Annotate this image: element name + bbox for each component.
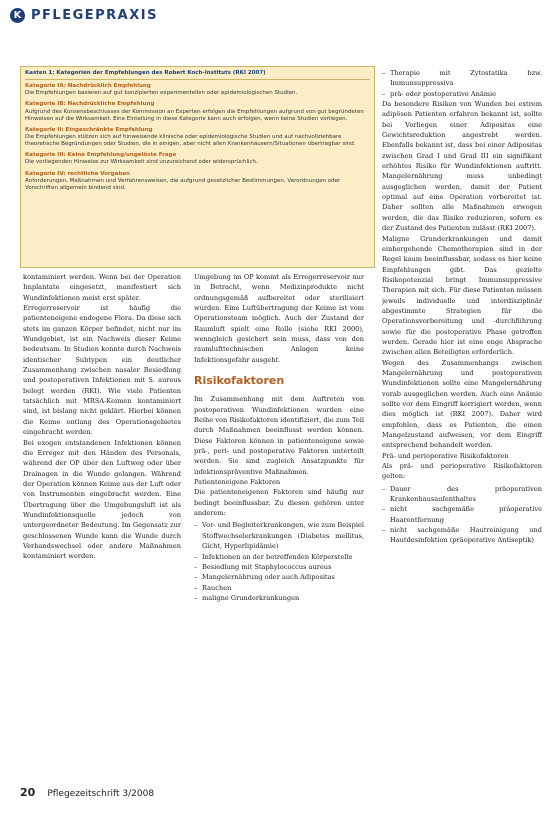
list-item: – Vor- und Begleiterkrankungen, wie zum Beispiel Stoffwechselerkrankungen (Diabetes mellitus, Gicht, Hyperlipidämie)	[194, 520, 364, 551]
paragraph: Maligne Grunderkrankungen und damit einhergehende Chemotherapien sind in der Regel kaum beeinflussbar, sodass es hier keine Empfehlungen gibt. Das gezielte Risikopotenzial bringt Immunsuppressive Therapien mit sich. Für diese Patienten müssen jeweils individuelle und interdisziplinär abgestimmte Strategien für die Operationsvorbereitung und -durchführung sowie für die postoperative Phase getroffen werden. Gerade hier ist eine enge Absprache zwischen allen Beteiligten erforderlich.	[382, 234, 542, 357]
subheading: Prä- und perioperative Risikofaktoren	[382, 451, 509, 460]
journal-logo-icon: K	[10, 8, 25, 23]
list-item: – prä- oder postoperative Anämie	[382, 89, 542, 99]
page-header	[10, 4, 158, 26]
list-item: – Rauchen	[194, 583, 364, 593]
category-text: Anforderungen, Maßnahmen und Verfahrensweisen, die aufgrund gesetzlicher Bestimmungen, Verordnungen oder Vorschriften allgemein bindend sind.	[25, 177, 341, 191]
paragraph: Da besondere Risiken von Wunden bei extrem adipösen Patienten erfahren bekannt ist, sollte bei Vorliegen einer Adipositas eine Gewichtsreduktion angestrebt werden. Ebenfalls bekannt ist, dass bei einer Adipositas zwischen Grad I und Grad III ein signifikant erhöhtes Risiko für Wundinfektionen auftritt. Mangelernährung muss unbedingt ausgeglichen werden, damit der Patient optimal auf eine Operation vorbereitet ist. Daher sollten alle Maßnahmen erwogen werden, die das Risiko reduzieren, sofern es der Zustand des Patienten zulässt (RKI 2007).	[382, 100, 542, 233]
category-text: Die vorliegenden Hinweise zur Wirksamkeit sind unzureichend oder widersprüchlich.	[25, 159, 258, 166]
list-item: – Mangelernährung oder auch Adipositas	[194, 572, 364, 582]
category-item	[25, 101, 370, 122]
list-item: – nicht sachgemäße Hautreinigung und Hautdesinfektion (präoperative Antiseptik)	[382, 525, 542, 546]
info-box	[20, 66, 375, 268]
paragraph: Erregerreservoir ist häufig die patienteneigene endogene Flora. Da diese sich stets im ganzen Körper befindet, nicht nur im Wundgebiet, ist ein Nachweis dieser Keime bedeutsam. In Studien konnte durch Nachweis identischer Subtypen ein deutlicher Zusammenhang zwischen nasaler Besiedlung und postoperativen Infektionen mit S. aureus belegt werden (RKI). Wie viele Patienten tatsächlich mit MRSA-Keimen kontaminiert sind, ist bislang nicht geklärt. Hierbei können die Keime entlang des Operationsgebietes eingebracht werden.	[23, 304, 181, 437]
category-heading: Kategorie IB: Nachdrückliche Empfehlung	[25, 101, 155, 108]
page-footer	[20, 786, 154, 799]
page-number: 20	[20, 786, 36, 799]
paragraph: Als prä- und perioperative Risikofaktoren gelten:	[382, 462, 542, 481]
list-item: – Dauer des präoperativen Krankenhausaufenthaltes	[382, 484, 542, 505]
category-item	[25, 127, 370, 148]
category-item	[25, 83, 370, 97]
list-item: – Besiedlung mit Staphylococcus aureus	[194, 562, 364, 572]
list-item: – maligne Grunderkrankungen	[194, 593, 364, 603]
list-item: – Infektionen an der betreffenden Körperstelle	[194, 552, 364, 562]
category-item	[25, 171, 370, 192]
risk-heading: Risikofaktoren	[194, 374, 285, 388]
risk-factor-list	[194, 520, 364, 603]
category-heading: Kategorie IA: Nachdrücklich Empfehlung	[25, 83, 151, 90]
section-title: PFLEGEPRAXIS	[31, 7, 158, 23]
category-text: Aufgrund des Konsensbeschlusses der Kommission an Experten erfolgen die Empfehlungen aufgrund von gut begründeten Hinweisen auf die Wirksamkeit. Eine Einteilung in diese Kategorie kann auch erfolgen, wenn keine Studien vorliegen.	[25, 108, 364, 122]
paragraph: Umgebung im OP kommt als Erregerreservoir nur in Betracht, wenn Medizinprodukte nicht ordnungsgemäß aufbereitet oder sterilisiert wurden. Eine Luftübertragung der Keime ist vom Operationsteam möglich. Auch der Zustand der Raumluft spielt eine Rolle (siehe RKI 2000), wenngleich gesichert sein muss, dass von den raumlufttechnischen Anlagen keine Infektionsgefahr ausgeht.	[194, 273, 364, 364]
paragraph: Wegen des Zusammenhangs zwischen Mangelernährung und postoperativen Wundinfektionen sollte eine Mangelernährung vorab ausgeglichen werden. Auch eine Anämie sollte vor dem Eingriff korrigiert werden, wenn dies möglich ist (RKI 2007). Daher wird empfohlen, dass es Patienten, die einen Mangelzustand aufweisen, vor dem Eingriff entsprechend behandelt werden.	[382, 358, 542, 450]
info-box-title: Kasten 1: Kategorien der Empfehlungen des Robert Koch-Instituts (RKI 2007)	[25, 70, 370, 80]
category-text: Die Empfehlungen stützen sich auf hinweisende klinische oder epidemiologische Studien und auf nachvollziehbare theoretische Begründungen oder Studien, die in einigen, aber nicht allen Krankenhäusern/Situationen übertragbar sind.	[25, 133, 356, 148]
preoperative-factor-list	[382, 484, 542, 546]
category-heading: Kategorie IV: rechtliche Vorgaben	[25, 170, 130, 177]
category-item	[25, 152, 370, 166]
risk-factor-list-continued	[382, 68, 542, 99]
list-item: – Therapie mit Zytostatika bzw. Immunsuppressiva	[382, 68, 542, 89]
subheading: Patienteneigene Faktoren	[194, 478, 281, 487]
text-column-3	[382, 66, 542, 772]
text-column-2	[194, 272, 364, 772]
paragraph: Die patienteneigenen Faktoren sind häufig nur bedingt beeinflussbar. Zu diesen gehören unter anderem:	[194, 488, 364, 518]
category-heading: Kategorie II: Eingeschränkte Empfehlung	[25, 126, 153, 133]
paragraph: Bei exogen entstandenen Infektionen können die Erreger mit den Händen des Personals, während der OP über den Luftweg oder über Drainagen in die Wunde gelangen. Während der Operation können Keime aus der Luft oder von Instrumenten eingebracht werden. Eine Übertragung über die Umgebungsluft ist als Wundinfektionsquelle jedoch von untergeordneter Bedeutung. Im Gegensatz zur geschlossenen Wunde kann die Wunde durch Verbandswechsel oder andere Maßnahmen kontaminiert werden.	[23, 438, 181, 561]
category-heading: Kategorie III: Keine Empfehlung/ungelöste Frage	[25, 152, 177, 159]
paragraph: Im Zusammenhang mit dem Auftreten von postoperativen Wundinfektionen wurden eine Reihe von Risikofaktoren identifiziert, die zum Teil durch Maßnahmen beeinflusst werden können. Diese Faktoren können in patienteneigene sowie prä-, peri- und postoperative Faktoren unterteilt werden. Sie sind zugleich Ansatzpunkte für infektionspräventive Maßnahmen.	[194, 395, 364, 476]
list-item: – nicht sachgemäße präoperative Haarentfernung	[382, 504, 542, 525]
text-column-1	[23, 272, 181, 772]
journal-issue: Pflegezeitschrift 3/2008	[47, 789, 155, 799]
category-text: Die Empfehlungen basieren auf gut konzipierten experimentellen oder epidemiologischen Studien.	[25, 90, 298, 97]
paragraph: kontaminiert werden. Wenn bei der Operation Implantate eingesetzt, manifestiert sich Wundinfektionen meist erst später.	[23, 273, 181, 302]
